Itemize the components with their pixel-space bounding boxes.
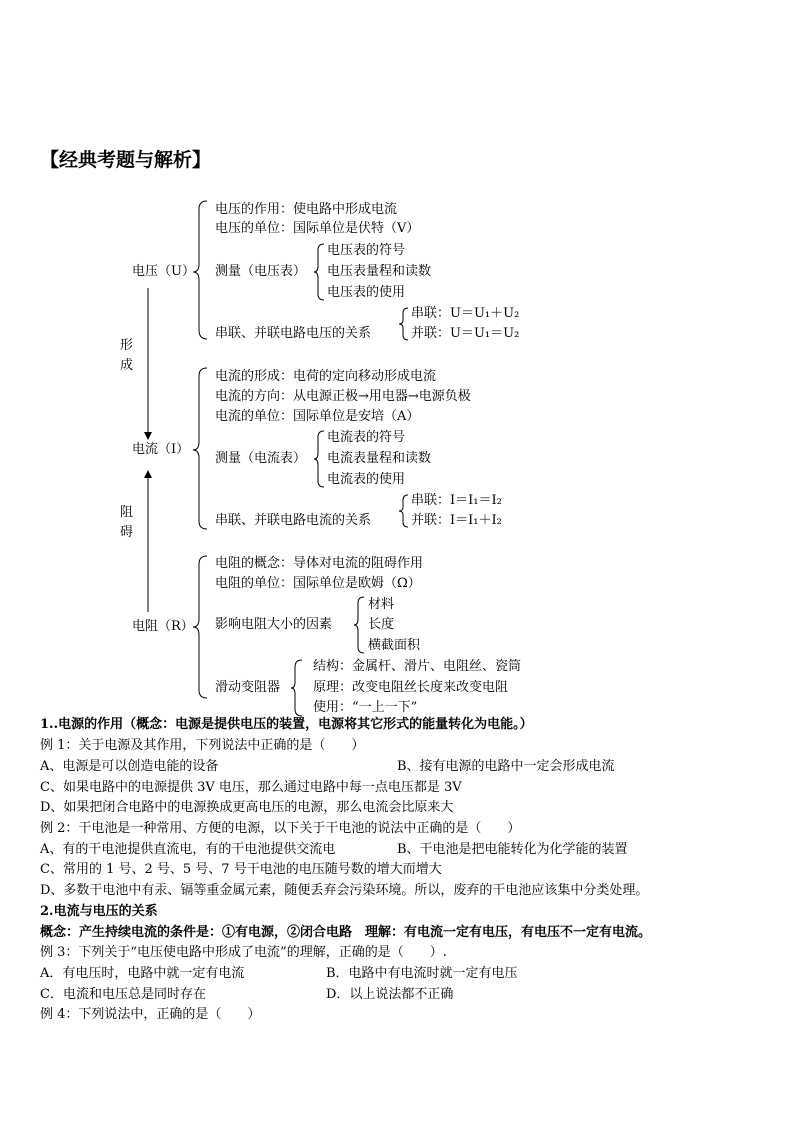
example1-option-c: C、如果电路中的电源提供 3V 电压，那么通过电路中每一点电压都是 3V xyxy=(40,780,462,795)
example3-option-b: B．电路中有电流时就一定有电压 xyxy=(326,966,518,981)
resistance-item: 影响电阻大小的因素 xyxy=(215,617,333,632)
current-item: 串联、并联电路电流的关系 xyxy=(215,513,372,528)
current-parallel: 并联：I＝I₁＋I₂ xyxy=(411,513,502,528)
rheostat-brace xyxy=(291,660,302,716)
resistance-brace xyxy=(193,556,207,698)
rheostat-item: 原理：改变电阻丝长度来改变电阻 xyxy=(313,680,509,695)
voltage-measure-item: 电压表的符号 xyxy=(327,243,406,258)
page-heading: 【经典考题与解析】 xyxy=(40,149,212,171)
voltage-item: 电压的单位：国际单位是伏特（V） xyxy=(215,221,420,236)
resistance-item: 电阻的单位：国际单位是欧姆（Ω） xyxy=(215,576,421,591)
resistance-root: 电阻（R） xyxy=(132,619,194,634)
voltage-measure-item: 电压表的使用 xyxy=(327,285,406,300)
voltage-parallel: 并联：U＝U₁＝U₂ xyxy=(411,326,520,341)
voltage-item: 测量（电压表） xyxy=(215,264,307,279)
example2-option-a: A、有的干电池提供直流电，有的干电池提供交流电 xyxy=(40,842,336,857)
current-measure-brace xyxy=(314,431,324,487)
voltage-measure-item: 电压表量程和读数 xyxy=(327,264,432,279)
current-measure-item: 电流表的符号 xyxy=(327,430,406,445)
current-series: 串联：I＝I₁＝I₂ xyxy=(411,493,502,508)
current-brace xyxy=(193,368,207,529)
example2-stem: 例 2：干电池是一种常用、方便的电源，以下关于干电池的说法中正确的是（ ） xyxy=(40,821,521,836)
voltage-brace xyxy=(193,201,207,339)
section2-title: 2.电流与电压的关系 xyxy=(40,904,158,919)
example1-option-b: B、接有电源的电路中一定会形成电流 xyxy=(397,759,615,774)
example1-option-d: D、如果把闭合电路中的电源换成更高电压的电源，那么电流会比原来大 xyxy=(40,800,454,815)
current-item: 电流的单位：国际单位是安培（A） xyxy=(215,409,420,424)
rheostat-item: 使用：“一上一下” xyxy=(313,700,418,715)
current-measure-item: 电流表量程和读数 xyxy=(327,451,432,466)
factor-item: 长度 xyxy=(368,617,395,632)
current-relation-brace xyxy=(399,495,408,527)
voltage-measure-brace xyxy=(314,244,324,300)
example3-option-c: C．电流和电压总是同时存在 xyxy=(40,987,206,1002)
example3-stem: 例 3：下列关于“电压使电路中形成了电流”的理解，正确的是（ ）. xyxy=(40,945,447,960)
factor-item: 材料 xyxy=(368,597,395,612)
factors-brace xyxy=(354,597,364,653)
section1-title: 1..电源的作用（概念：电源是提供电压的装置，电源将其它形式的能量转化为电能。） xyxy=(40,717,533,732)
voltage-root: 电压（U） xyxy=(132,264,195,279)
example4-stem: 例 4：下列说法中，正确的是（ ） xyxy=(40,1007,261,1022)
resistance-item: 电阻的概念：导体对电流的阻碍作用 xyxy=(215,556,424,571)
factor-item: 横截面积 xyxy=(368,638,421,653)
example2-option-d: D、多数干电池中有汞、镉等重金属元素，随便丢弃会污染环境。所以，废弃的干电池应该集中分类处理。 xyxy=(40,883,649,898)
voltage-series: 串联：U＝U₁＋U₂ xyxy=(411,306,520,321)
example3-option-d: D．以上说法都不正确 xyxy=(326,987,454,1002)
voltage-relation-brace xyxy=(399,308,408,340)
section2-concept: 概念：产生持续电流的条件是：①有电源，②闭合电路 理解：有电流一定有电压，有电压不一定有电流。 xyxy=(40,925,652,940)
current-measure-item: 电流表的使用 xyxy=(327,472,406,487)
resistance-item: 滑动变阻器 xyxy=(215,680,281,695)
example2-option-c: C、常用的 1 号、2 号、5 号、7 号干电池的电压随号数的增大而增大 xyxy=(40,862,442,877)
current-item: 电流的形成：电荷的定向移动形成电流 xyxy=(215,369,437,384)
blocks-label: 阻碍 xyxy=(120,505,134,540)
example3-option-a: A．有电压时，电路中就一定有电流 xyxy=(40,966,245,981)
voltage-item: 电压的作用：使电路中形成电流 xyxy=(215,202,398,217)
current-item: 测量（电流表） xyxy=(215,451,307,466)
example2-option-b: B、干电池是把电能转化为化学能的装置 xyxy=(397,842,628,857)
rheostat-item: 结构：金属杆、滑片、电阻丝、瓷筒 xyxy=(313,659,522,674)
example1-stem: 例 1：关于电源及其作用，下列说法中正确的是（ ） xyxy=(40,738,365,753)
voltage-item: 串联、并联电路电压的关系 xyxy=(215,326,372,341)
forms-label: 形成 xyxy=(120,338,134,373)
current-root: 电流（I） xyxy=(132,442,190,457)
current-item: 电流的方向：从电源正极→用电器→电源负极 xyxy=(215,389,471,404)
example1-option-a: A、电源是可以创造电能的设备 xyxy=(40,759,219,774)
